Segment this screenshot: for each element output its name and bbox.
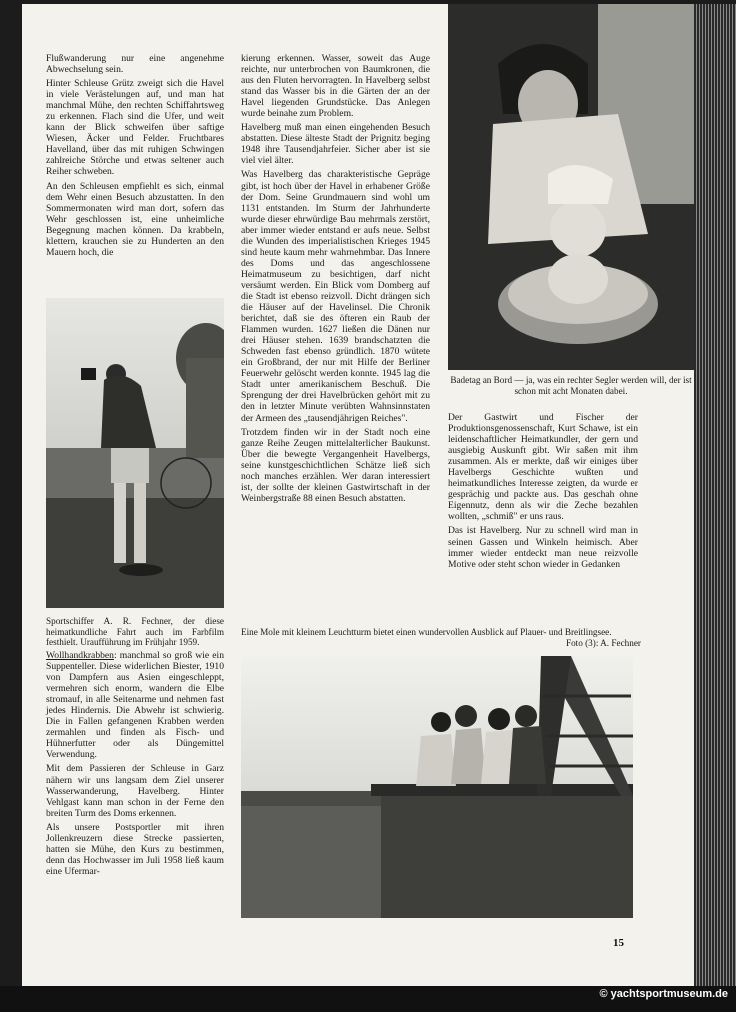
paragraph: Havelberg muß man einen eingehenden Besuch abstatten. Diese älteste Stadt der Prignitz beging 1948 ihre Tausendjahrfeier. Sicher aber ist sie viel viel älter. [241,122,430,167]
paragraph: Hinter Schleuse Grütz zweigt sich die Havel in viele Verästelungen auf, und man hat manchmal Mühe, den rechten Schiffahrtsweg zu erkennen. Flach sind die Ufer, und weit kann der Blick schweifen über saftige Wiesen, Äcker und Felder. Fruchtbares Havelland, über das mit ruhigen Schwingen zahlreiche Störche und etwas seltener auch Reiher schweben. [46,78,224,178]
column-1-bottom [46,650,224,880]
paragraph-text: : manchmal so groß wie ein Suppenteller. Diese widerlichen Biester, 1910 von Dampfern aus Asien eingeschleppt, vermehren sich enorm, wandern die Elbe stromauf, in alle Seitenarme und nehmen fast jedes Hindernis. Die Abwehr ist schwierig. Die in Fallen gefangenen Krabben werden zermahlen und finden als Fisch- und Hühnerfutter oder als Düngemittel Verwendung. [46,650,224,761]
photo-mole-lighthouse [241,656,633,918]
paragraph: Das ist Havelberg. Nur zu schnell wird man in seinen Gassen und Winkeln heimisch. Aber immer wieder entdeckt man neue reizvolle Motive oder steht schon wieder in Gedanken [448,525,638,570]
paragraph: Der Gastwirt und Fischer der Produktionsgenossenschaft, Kurt Schawe, ist ein leidenschaftlicher Heimatkundler, der gern und ausgiebig Auskunft gibt. Wir saßen mit ihm zusammen. Als er merkte, daß wir einiges über Havelbergs Geschichte wußten und heimatkundliches Interesse zeigten, da wurde er gesprächig und packte aus. Das geschah ohne Eigennutz, denn als wir die Zeche bezahlen wollten, „schmiß" er uns raus. [448,412,638,523]
paragraph [46,650,224,760]
column-3 [448,412,638,573]
photo-1-caption: Sportschiffer A. R. Fechner, der diese heimatkundliche Fahrt auch im Farbfilm festhielt. Uraufführung im Frühjahr 1959. [46,616,224,648]
paragraph: Trotzdem finden wir in der Stadt noch eine ganze Reihe Zeugen mittelalterlicher Baukunst. Über die bewegte Vergangenheit Havelbergs, seine kunstgeschichtlichen Schätze ließ sich noch manches erzählen. Wer daran interessiert ist, der sollte der kleinen Gastwirtschaft in der Weinbergstraße 88 einen Besuch abstatten. [241,426,430,504]
paragraph: An den Schleusen empfiehlt es sich, einmal dem Wehr einen Besuch abzustatten. In den Sommermonaten wird man dort, sofern das Wehr geschlossen ist, eine unheimliche Begegnung machen können. Da krabbeln, klettern, krauchen sie zu Hunderten an den Mauern hoch, die [46,180,224,258]
column-1-top [46,53,224,261]
book-spine-edge [694,4,736,986]
magazine-page [22,4,694,986]
photo-3-caption [241,627,641,648]
baby-bath-image [448,4,694,370]
column-2 [241,53,430,507]
cameraman-image [46,298,224,608]
mole-lighthouse-image [241,656,633,918]
photo-baby-bath [448,4,694,370]
photo-2-caption: Badetag an Bord — ja, was ein rechter Segler werden will, der ist schon mit acht Monaten dabei. [450,375,692,396]
paragraph: kierung erkennen. Wasser, soweit das Auge reichte, nur unterbrochen von Baumkronen, die aus den Fluten hervorragten. In Havelberg selbst stand das Wasser bis in die Gärten der an der Havel liegenden Grundstücke. Das Anlegen wurde beinahe zum Problem. [241,53,430,120]
photo-credit: Foto (3): A. Fechner [565,637,641,648]
photo-cameraman [46,298,224,608]
watermark: © yachtsportmuseum.de [599,988,728,1000]
paragraph: Als unsere Postsportler mit ihren Jollenkreuzern diese Strecke passierten, hatten sie Mühe, den Kurs zu bestimmen, denn das Hochwasser im Juli 1958 ließ kaum eine Ufermar- [46,821,224,877]
paragraph: Was Havelberg das charakteristische Gepräge gibt, ist hoch über der Havel in erhabener Größe der Dom. Seine Grundmauern sind wohl um 1131 entstanden. Im Sturm der Jahrhunderte wurde dieser ehrwürdige Bau mehrmals zerstört, aber immer wieder entstand er aufs neue. Selbst die Wunden des imperialistischen Krieges 1945 sind heute kaum mehr wahrnehmbar. Das Innere des Doms und das angeschlossene Heimatmuseum zu besichtigen, darf nicht versäumt werden. Ein Blick vom Domberg auf die Stadt ist ebenso reizvoll. Dicht drängen sich die Häuser auf der Havelinsel. Die Chronik berichtet, daß sie des öfteren ein Raub der Flammen wurden. 1627 ließen die Dänen nur drei Häuser stehen. 1639 brandschatzten die Schweden fast ebenso gründlich. 1870 wütete ein Großbrand, der nur mit Hilfe der Berliner Feuerwehr gelöscht werden konnte. 1945 lag die Stadt unter amerikanischem Beschuß. Die Sprengung der drei Havelbrücken gehört mit zu den in letzter Minute verübten Wahnsinnstaten der Armeen des „tausendjährigen Reiches". [241,169,430,424]
underlined-term: Wollhandkrabben [46,650,114,661]
paragraph: Flußwanderung nur eine angenehme Abwechselung sein. [46,53,224,76]
paragraph: Mit dem Passieren der Schleuse in Garz nähern wir uns langsam dem Ziel unserer Wasserwanderung, Havelberg. Hinter Vehlgast kann man schon in der Ferne den breiten Turm des Doms erkennen. [46,763,224,819]
caption-text: Eine Mole mit kleinem Leuchtturm bietet einen wundervollen Ausblick auf Plauer- und Breitlingsee. [241,627,612,637]
page-number: 15 [613,937,624,949]
